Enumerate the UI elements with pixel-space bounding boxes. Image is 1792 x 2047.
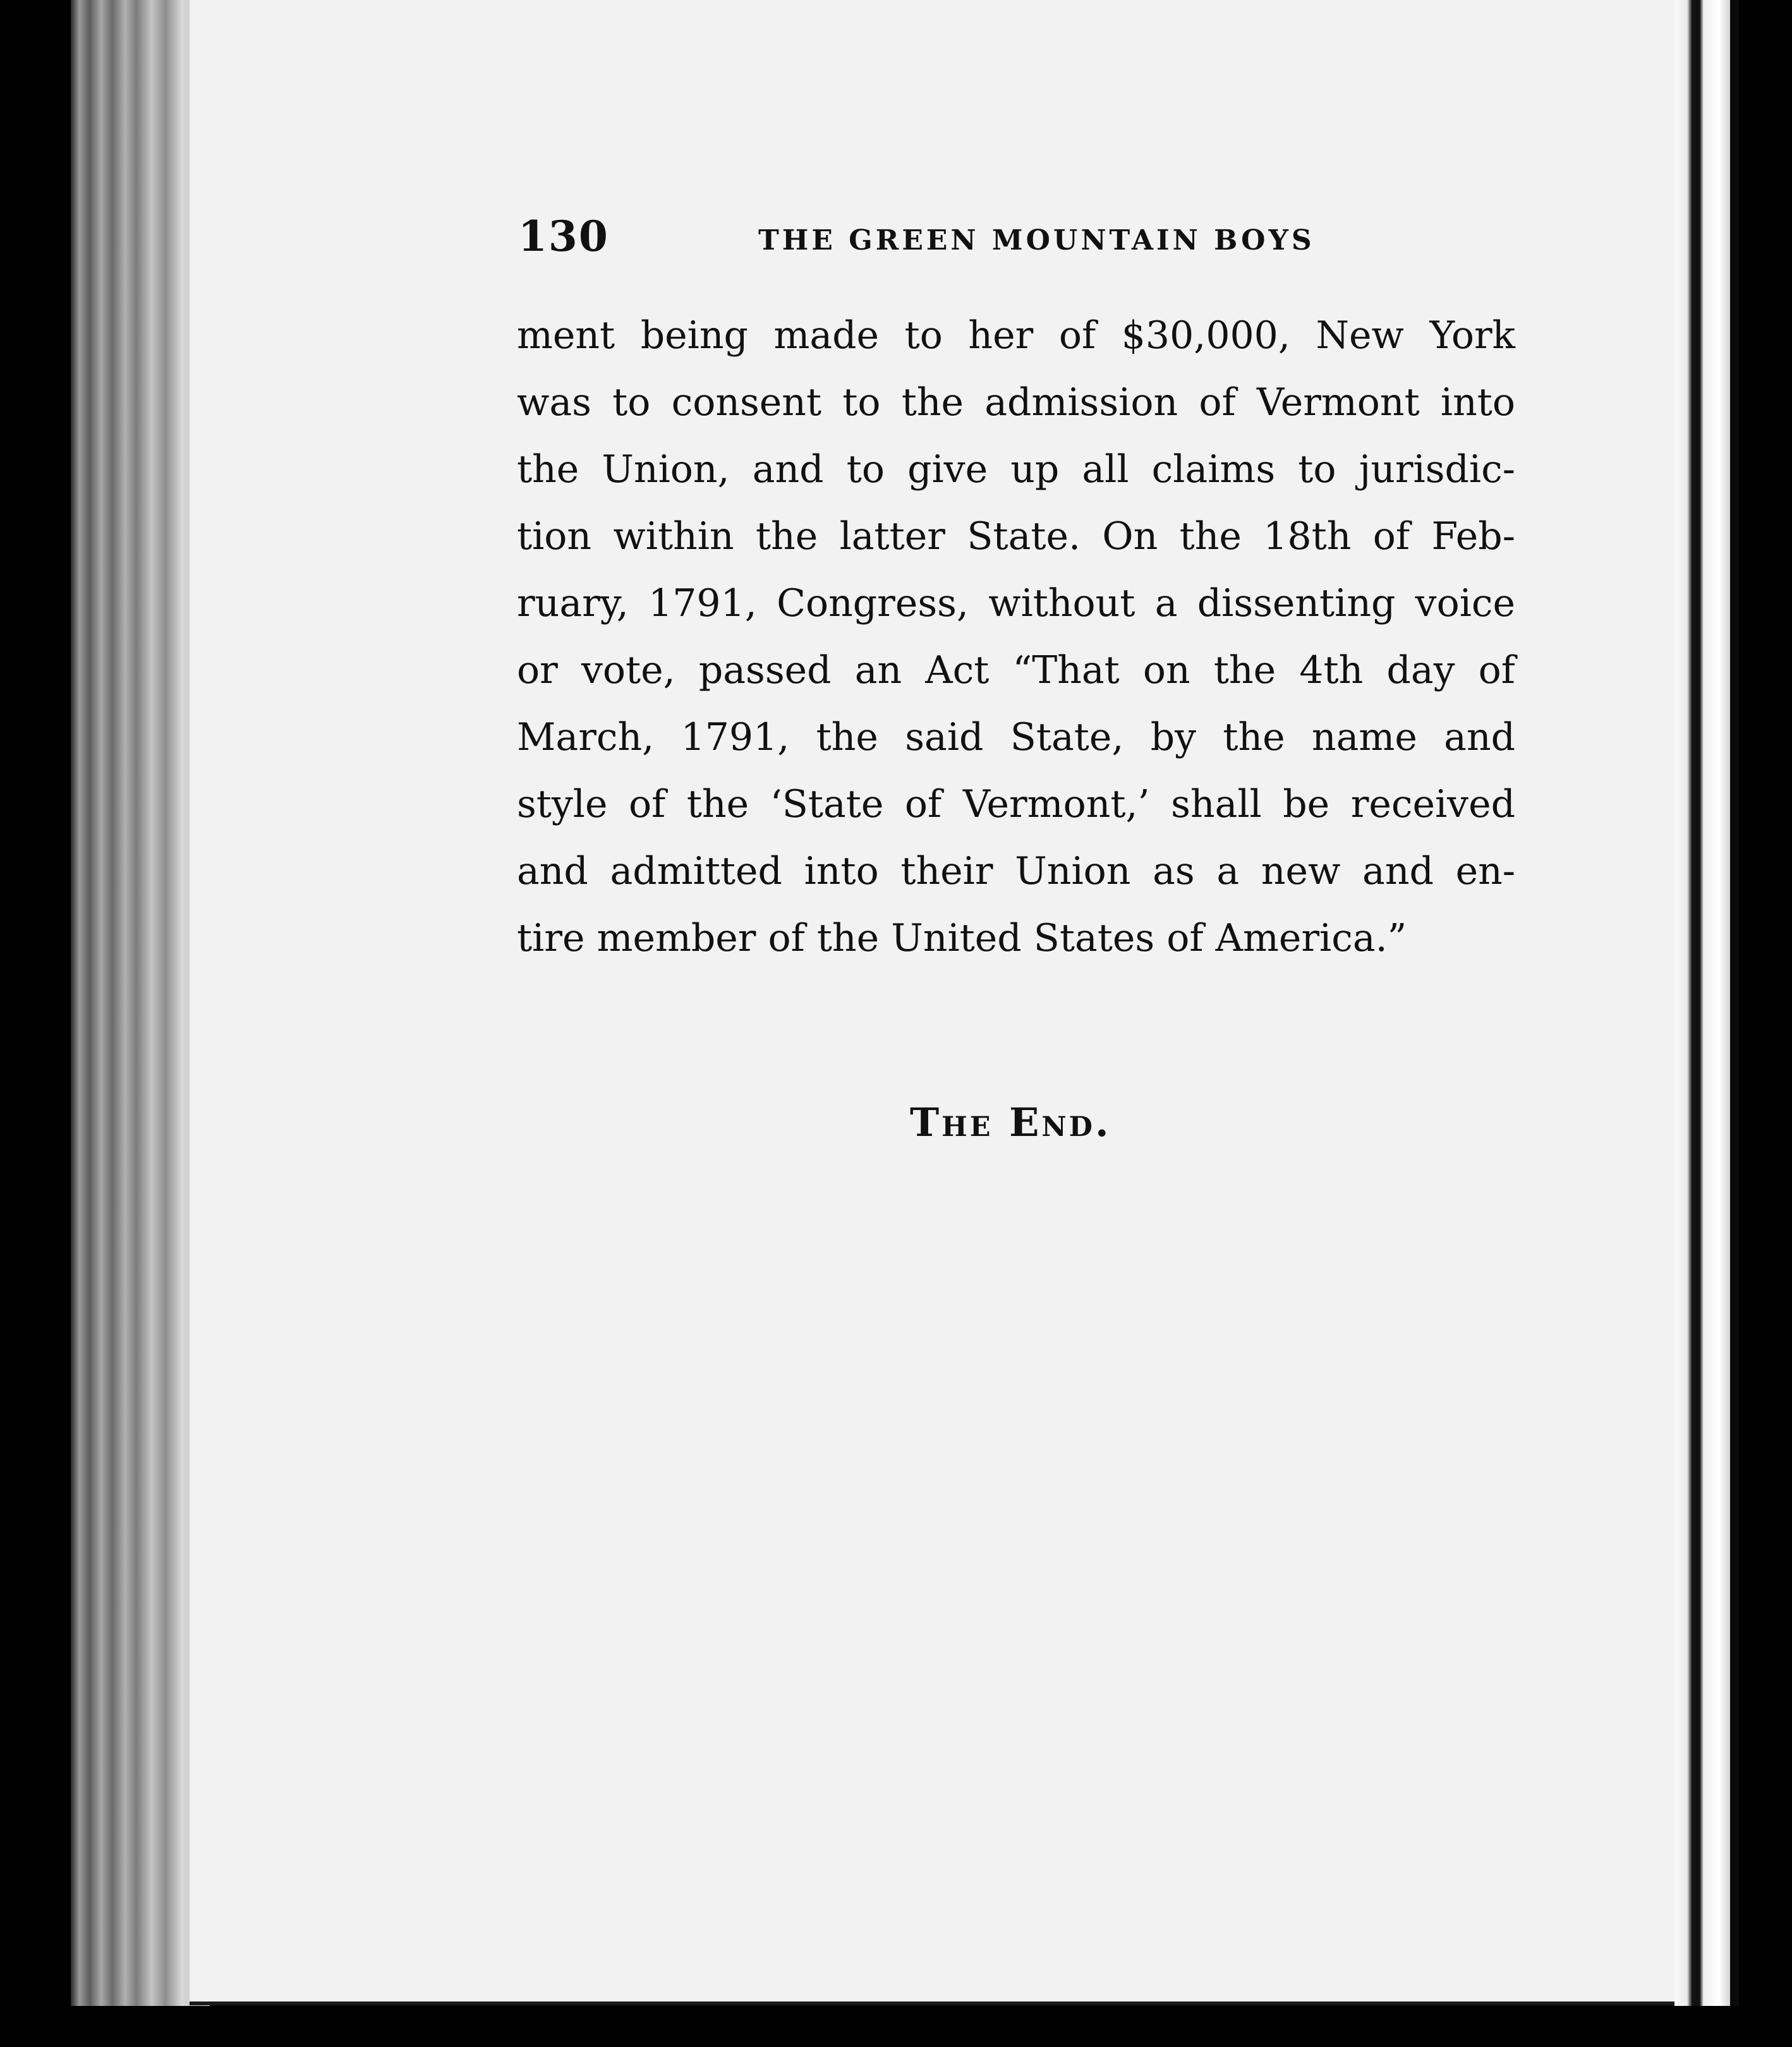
book-spine-line [1730, 0, 1739, 2006]
page-stack-edges [71, 0, 210, 2006]
scan-right-border [1739, 0, 1792, 2047]
text-line: tire member of the United States of America.” [517, 916, 1407, 960]
text-line: March, 1791, the said State, by the name and [517, 715, 1515, 759]
running-head: THE GREEN MOUNTAIN BOYS [758, 224, 1315, 257]
book-page [190, 0, 1687, 2005]
text-line: was to consent to the admission of Vermont into [517, 380, 1515, 425]
body-paragraph [517, 302, 1515, 972]
text-line: ruary, 1791, Congress, without a dissenting voice [517, 581, 1515, 625]
text-line: ment being made to her of $30,000, New York [517, 313, 1515, 358]
page-number: 130 [518, 212, 609, 261]
the-end-label: The End. [910, 1099, 1111, 1145]
text-line: or vote, passed an Act “That on the 4th day of [517, 648, 1515, 692]
text-line: style of the ‘State of Vermont,’ shall be received [517, 782, 1515, 826]
binding-gutter [1674, 0, 1731, 2006]
page-header [518, 212, 1403, 269]
text-line: the Union, and to give up all claims to jurisdic- [517, 447, 1515, 492]
text-line: and admitted into their Union as a new and en- [517, 849, 1515, 893]
text-line: tion within the latter State. On the 18th of Feb- [517, 514, 1515, 559]
